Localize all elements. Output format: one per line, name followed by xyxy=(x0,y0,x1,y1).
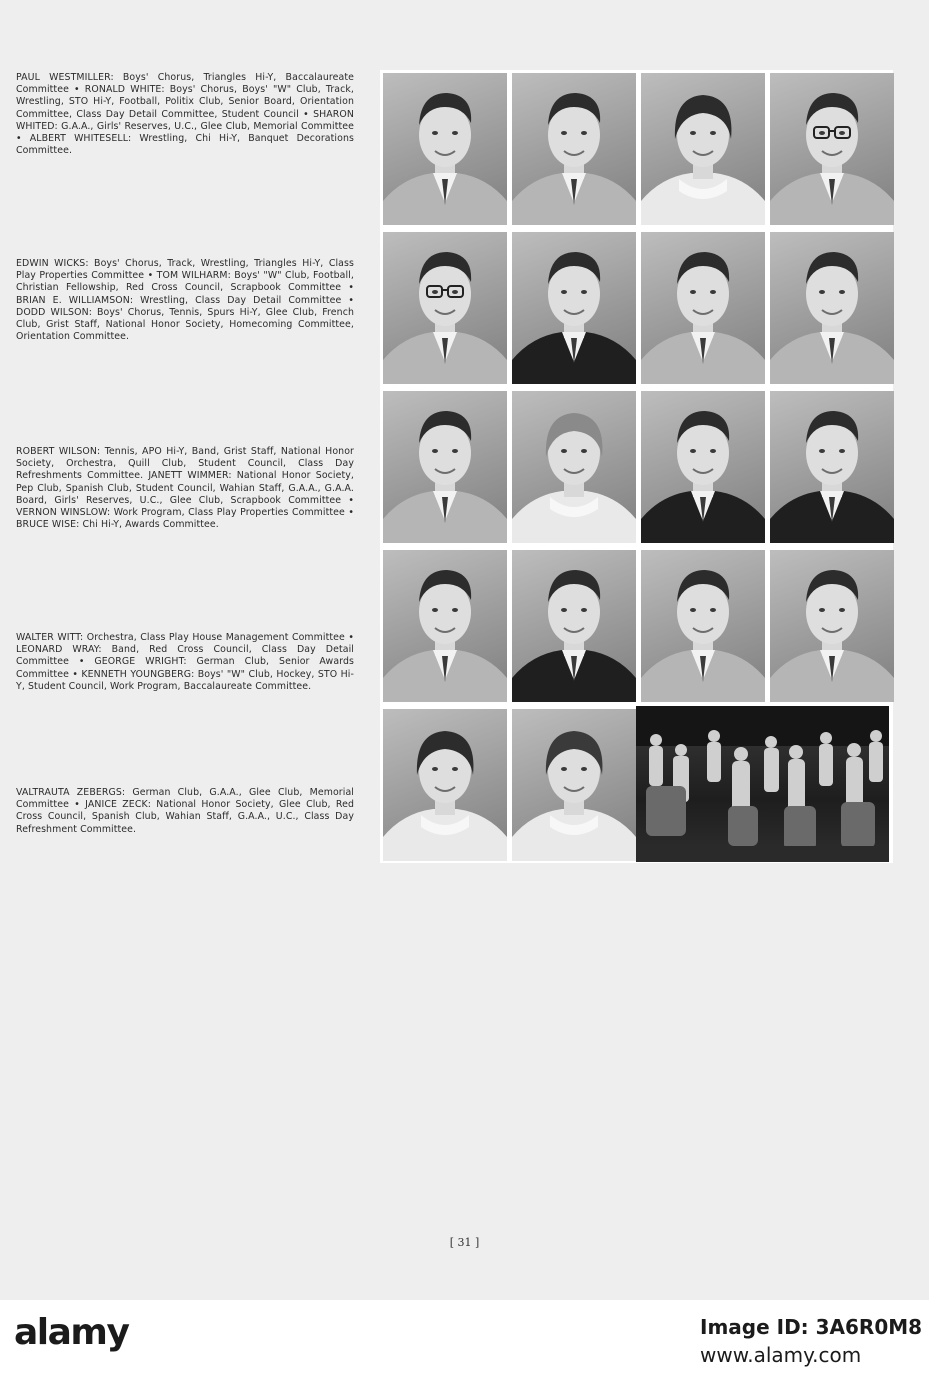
portrait-image xyxy=(770,550,894,702)
dance-photo-image xyxy=(636,706,889,862)
portrait-photo xyxy=(383,73,507,225)
portrait-image xyxy=(512,73,636,225)
watermark-logo: alamy xyxy=(14,1312,129,1353)
portrait-photo xyxy=(770,391,894,543)
portrait-image xyxy=(770,232,894,384)
portrait-photo xyxy=(641,550,765,702)
portrait-photo xyxy=(512,550,636,702)
dance-photo xyxy=(636,706,889,862)
portrait-image xyxy=(770,391,894,543)
portrait-image xyxy=(641,391,765,543)
bio-paragraph-1: PAUL WESTMILLER: Boys' Chorus, Triangles Hi-Y, Baccalaureate Committee • RONALD WHITE: Boys' Chorus, Boys' "W" Club, Track, Wrestling, STO Hi-Y, Football, Politix Club, Senior Board, Orientation Committee, Class Day Detail Committee, Student Council • SHARON WHITED: G.A.A., Girls' Reserves, U.C., Glee Club, Memorial Committee • ALBERT WHITESELL: Wrestling, Chi Hi-Y, Banquet Decorations Committee. xyxy=(16,72,354,157)
portrait-image xyxy=(641,550,765,702)
portrait-image xyxy=(512,232,636,384)
bio-paragraph-2: EDWIN WICKS: Boys' Chorus, Track, Wrestling, Triangles Hi-Y, Class Play Properties Committee • TOM WILHARM: Boys' "W" Club, Football, Christian Fellowship, Red Cross Council, Scrapbook Committee • BRIAN E. WILLIAMSON: Wrestling, Class Day Detail Committee • DODD WILSON: Boys' Chorus, Tennis, Spurs Hi-Y, Glee Club, French Club, Grist Staff, National Honor Society, Homecoming Committee, Orientation Committee. xyxy=(16,258,354,343)
portrait-photo xyxy=(770,550,894,702)
portrait-photo xyxy=(383,232,507,384)
portrait-image xyxy=(512,550,636,702)
portrait-image xyxy=(383,73,507,225)
portrait-photo xyxy=(383,550,507,702)
portrait-photo xyxy=(512,391,636,543)
portrait-photo xyxy=(770,232,894,384)
portrait-photo xyxy=(770,73,894,225)
portrait-photo xyxy=(512,709,636,861)
page-number: [ 31 ] xyxy=(449,1236,480,1249)
portrait-photo xyxy=(512,73,636,225)
watermark-url: www.alamy.com xyxy=(700,1343,862,1367)
portrait-photo xyxy=(383,709,507,861)
portrait-image xyxy=(641,73,765,225)
portrait-grid xyxy=(380,70,893,863)
portrait-photo xyxy=(641,232,765,384)
watermark-image-id: Image ID: 3A6R0M8 xyxy=(700,1315,923,1339)
bio-paragraph-5: VALTRAUTA ZEBERGS: German Club, G.A.A., Glee Club, Memorial Committee • JANICE ZECK: National Honor Society, Glee Club, Red Cross Council, Spanish Club, Wahian Staff, G.A.A., U.C., Class Day Refreshment Committee. xyxy=(16,787,354,835)
portrait-image xyxy=(383,232,507,384)
portrait-photo xyxy=(383,391,507,543)
portrait-image xyxy=(383,550,507,702)
portrait-photo xyxy=(641,73,765,225)
bio-paragraph-3: ROBERT WILSON: Tennis, APO Hi-Y, Band, Grist Staff, National Honor Society, Orchestra, Quill Club, Student Council, Class Day Refreshments Committee. JANETT WIMMER: National Honor Society, Pep Club, Spanish Club, Student Council, Wahian Staff, G.A.A., G.A.A. Board, Girls' Reserves, U.C., Glee Club, Scrapbook Committee • VERNON WINSLOW: Work Program, Class Play Properties Committee • BRUCE WISE: Chi Hi-Y, Awards Committee. xyxy=(16,446,354,531)
portrait-image xyxy=(512,391,636,543)
portrait-image xyxy=(383,391,507,543)
bio-paragraph-4: WALTER WITT: Orchestra, Class Play House Management Committee • LEONARD WRAY: Band, Red Cross Council, Class Day Detail Committee • GEORGE WRIGHT: German Club, Senior Awards Committee • KENNETH YOUNGBERG: Boys' "W" Club, Hockey, STO Hi-Y, Student Council, Work Program, Baccalaureate Committee. xyxy=(16,632,354,692)
portrait-image xyxy=(383,709,507,861)
portrait-photo xyxy=(512,232,636,384)
portrait-image xyxy=(512,709,636,861)
portrait-photo xyxy=(641,391,765,543)
portrait-image xyxy=(770,73,894,225)
portrait-image xyxy=(641,232,765,384)
